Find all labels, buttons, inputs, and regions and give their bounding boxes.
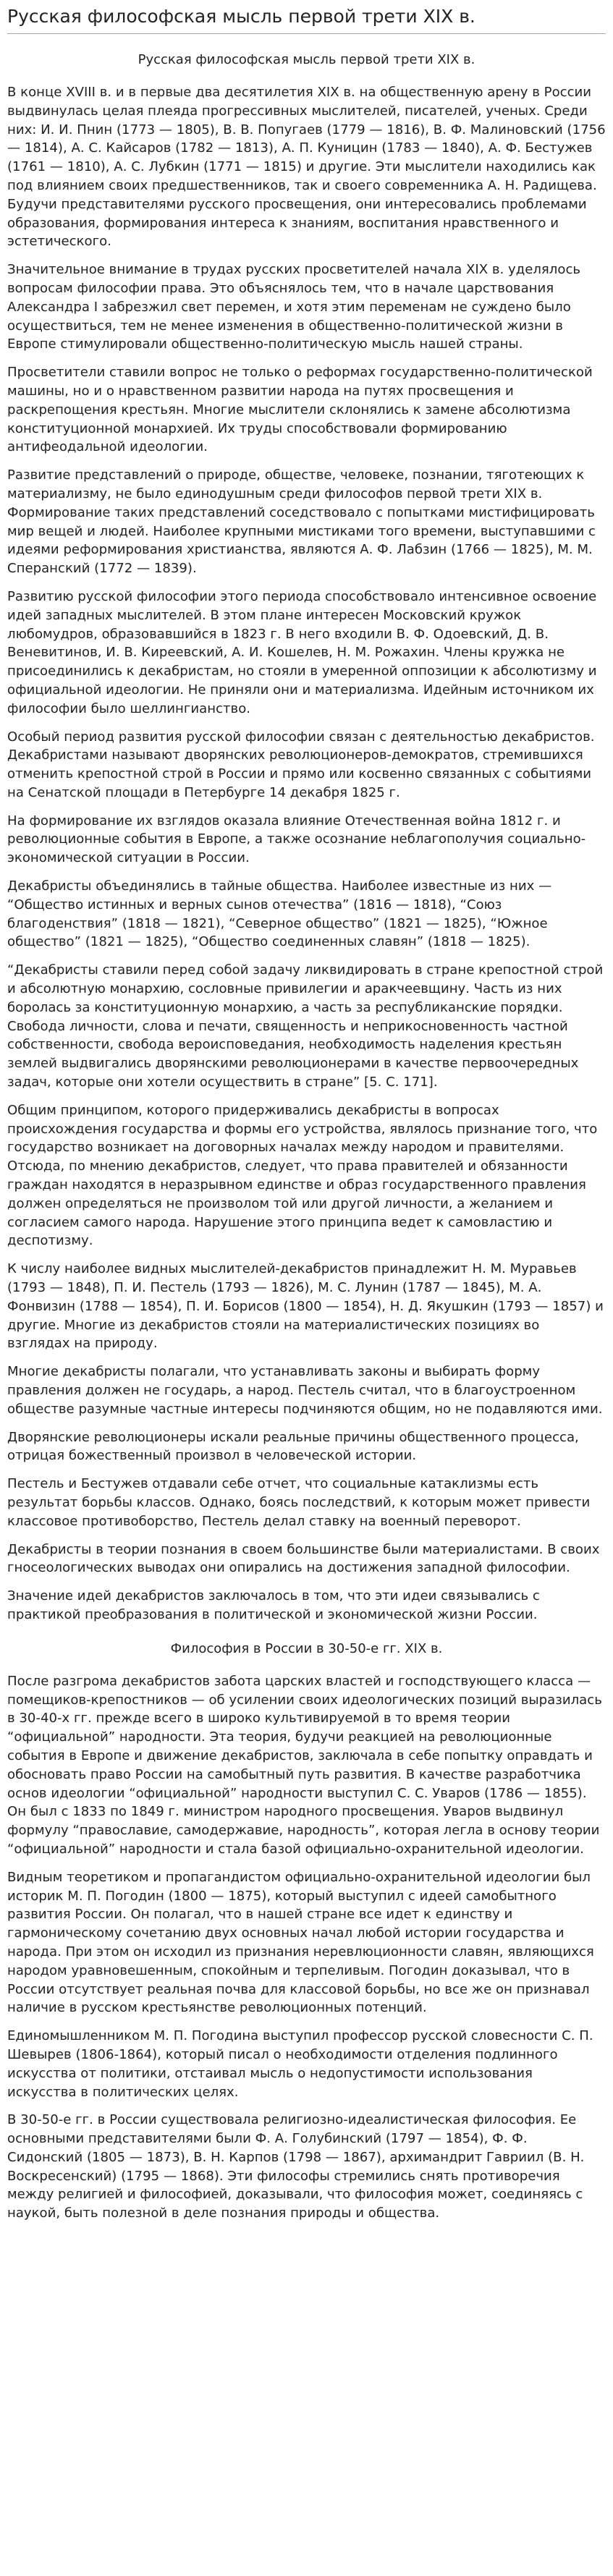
section-30-50s: [7, 1640, 606, 2223]
paragraph: Видным теоретиком и пропагандистом официально-охранительной идеологии был историк М. П. Погодин (1800 — 1875), который выступил с идеей самобытного развития России. Он полагал, что в нашей стране все идет к единству и гармоническому сочетанию двух основных начал любой истории государства и народа. При этом он исходил из признания неревлюционности славян, являющихся народом уравновешенным, спокойным и терпеливым. Погодин доказывал, что в России отсутствует реальная почва для классовой борьбы, но все же он признавал наличие в русском крестьянстве революционных потенций.: [7, 1869, 594, 2016]
paragraph: В конце XVIII в. и в первые два десятилетия XIX в. на общественную арену в России выдвинулась целая плеяда прогрессивных мыслителей, писателей, ученых. Среди них: И. И. Пнин (1773 — 1805), В. В. Попугаев (1779 — 1816), В. Ф. Малиновский (1756 — 1814), А. С. Кайсаров (1782 — 1813), А. П. Куницин (1783 — 1840), А. Ф. Бестужев (1761 — 1810), А. С. Лубкин (1771 — 1815) и другие. Эти мыслители находились как под влиянием своих предшественников, так и своего современника А. Н. Радищева. Будучи представителями русского просвещения, они интересовались проблемами образования, формирования интереса к знаниям, воспитания нравственного и эстетического.: [7, 85, 606, 250]
article-body: [7, 34, 606, 2223]
paragraph: “Декабристы ставили перед собой задачу ликвидировать в стране крепостной строй и абсолютную монархию, сословные привилегии и аракчеевщину. Часть из них боролась за конституционную монархию, а часть за республиканские порядки. Свобода личности, слова и печати, священность и неприкосновенность частной собственности, свобода вероисповедания, необходимость наделения крестьян землей выдвигались дворянскими революционерами в качестве первоочередных задач, которые они хотели осуществить в стране” [5. С. 171].: [7, 962, 604, 1090]
page-title: Русская философская мысль первой трети XIX в.: [7, 0, 606, 34]
paragraph: Пестель и Бестужев отдавали себе отчет, что социальные катаклизмы есть результат борьбы классов. Однако, боясь последствий, к которым может привести классовое противоборство, Пестель делал ставку на военный переворот.: [7, 1476, 591, 1529]
paragraph: Декабристы объединялись в тайные общества. Наиболее известные из них — “Общество истинных и верных сынов отечества” (1816 — 1818), “Союз благоденствия” (1818 — 1821), “Северное общество” (1821 — 1825), “Южное общество” (1821 — 1825), “Общество соединенных славян” (1818 — 1825).: [7, 878, 552, 950]
paragraph: Многие декабристы полагали, что устанавливать законы и выбирать форму правления должен не государь, а народ. Пестель считал, что в благоустроенном обществе разумные частные интересы подчиняются общим, но не подавляются ими.: [7, 1364, 603, 1417]
paragraph: На формирование их взглядов оказала влияние Отечественная война 1812 г. и революционные события в Европе, а также осознание неблагополучия социально-экономической ситуации в России.: [7, 813, 586, 866]
paragraph: Значительное внимание в трудах русских просветителей начала XIX в. уделялось вопросам философии права. Это объяснялось тем, что в начале царствования Александра I забрезжил свет перемен, и хотя этим переменам не суждено было осуществиться, тем не менее изменения в общественно-политической жизни в Европе стимулировали общественно-политическую мысль нашей страны.: [7, 262, 581, 352]
paragraph: Единомышленником М. П. Погодина выступил профессор русской словесности С. П. Шевырев (1806-1864), который писал о необходимости отделения подлинного искусства от политики, отстаивал мысль о недопустимости использования искусства в политических целях.: [7, 2028, 593, 2100]
paragraph: Значение идей декабристов заключалось в том, что эти идеи связывались с практикой преобразования в политической и экономической жизни России.: [7, 1588, 540, 1622]
paragraph: Особый период развития русской философии связан с деятельностью декабристов. Декабристами называют дворянских революционеров-демократов, стремившихся отменить крепостной строй в России и прямо или косвенно связанных с событиями на Сенатской площади в Петербурге 14 декабря 1825 г.: [7, 729, 595, 800]
section-heading: Русская философская мысль первой трети XIX в.: [138, 52, 475, 67]
paragraph: Декабристы в теории познания в своем большинстве были материалистами. В своих гносеологических выводах они опирались на достижения западной философии.: [7, 1541, 600, 1576]
paragraph: Развитие представлений о природе, обществе, человеке, познании, тяготеющих к материализму, не было единодушным среди философов первой трети XIX в. Формирование таких представлений соседствовало с попытками мистифицировать мир вещей и людей. Наиболее крупными мистиками того времени, выступавшими с идеями реформирования христианства, являются А. Ф. Лабзин (1766 — 1825), М. М. Сперанский (1772 — 1839).: [7, 467, 596, 577]
paragraph: К числу наиболее видных мыслителей-декабристов принадлежит Н. М. Муравьев (1793 — 1848), П. И. Пестель (1793 — 1826), М. С. Лунин (1787 — 1845), М. А. Фонвизин (1788 — 1854), П. И. Борисов (1800 — 1854), Н. Д. Якушкин (1793 — 1857) и другие. Многие из декабристов стояли на материалистических позициях во взглядах на природу.: [7, 1261, 604, 1352]
paragraph: Развитию русской философии этого периода способствовало интенсивное освоение идей западных мыслителей. В этом плане интересен Московский кружок любомудров, образовавшийся в 1823 г. В него входили В. Ф. Одоевский, Д. В. Веневитинов, И. В. Киреевский, А. И. Кошелев, Н. М. Рожахин. Члены кружка не присоединились к декабристам, но стояли в умеренной оппозиции к абсолютизму и официальной идеологии. Не приняли они и материализма. Идейным источником их философии было шеллингианство.: [7, 588, 597, 716]
paragraph: Дворянские революционеры искали реальные причины общественного процесса, отрицая божественный произвол в человеческой истории.: [7, 1429, 579, 1464]
section-first-third: [7, 51, 606, 1624]
section-heading: Философия в России в 30-50-е гг. XIX в.: [170, 1640, 443, 1656]
paragraph: Общим принципом, которого придерживались декабристы в вопросах происхождения государства и формы его устройства, являлось признание того, что государство возникает на договорных началах между народом и правителями. Отсюда, по мнению декабристов, следует, что права правителей и обязанности граждан находятся в неразрывном единстве и образ государственного правления должен определяться не произволом той или другой личности, а желанием и согласием самого народа. Нарушение этого принципа ведет к самовластию и деспотизму.: [7, 1102, 598, 1249]
paragraph: В 30-50-е гг. в России существовала религиозно-идеалистическая философия. Ее основными представителями были Ф. А. Голубинский (1797 — 1854), Ф. Ф. Сидонский (1805 — 1873), В. Н. Карпов (1798 — 1867), архимандрит Гавриил (В. Н. Воскресенский) (1795 — 1868). Эти философы стремились снять противоречия между религией и философией, доказывали, что философия может, соединяясь с наукой, быть полезной в деле познания природы и общества.: [7, 2112, 585, 2221]
paragraph: После разгрома декабристов забота царских властей и господствующего класса — помещиков-крепостников — об усилении своих идеологических позиций выразилась в 30-40-х гг. прежде всего в широко культивируемой в то время теории “официальной” народности. Эта теория, будучи реакцией на революционные события в Европе и движение декабристов, заключала в себе попытку оправдать и обосновать право России на самобытный путь развития. В качестве разработчика основ идеологии “официальной” народности выступил С. С. Уваров (1786 — 1855). Он был с 1833 по 1849 г. министром народного просвещения. Уваров выдвинул формулу “православие, самодержавие, народность”, которая легла в основу теории “официальной” народности и стала базой официально-охранительной идеологии.: [7, 1673, 602, 1857]
paragraph: Просветители ставили вопрос не только о реформах государственно-политической машины, но и о нравственном развитии народа на путях просвещения и раскрепощения крестьян. Многие мыслители склонялись к замене абсолютизма конституционной монархией. Их труды способствовали формированию антифеодальной идеологии.: [7, 365, 593, 455]
